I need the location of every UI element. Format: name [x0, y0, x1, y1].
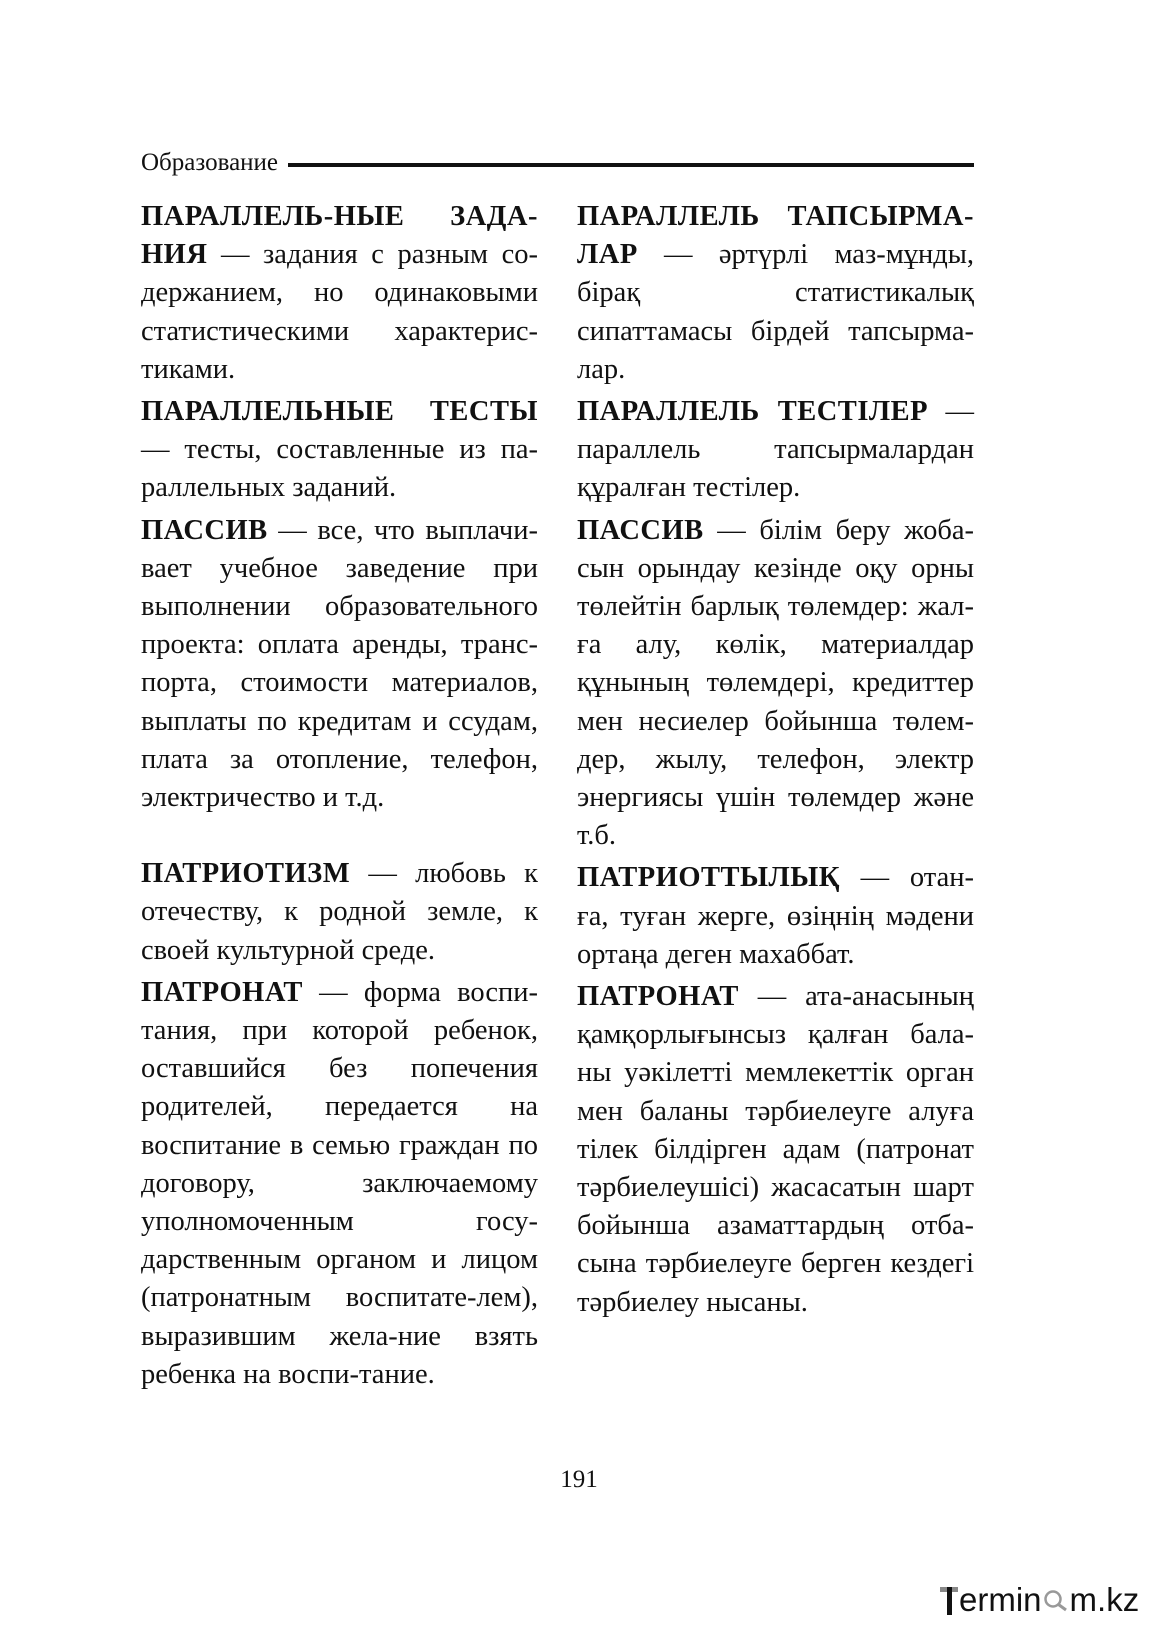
dictionary-entry: [577, 859, 974, 974]
entry-dash: —: [302, 976, 364, 1008]
header-rule: [288, 163, 974, 167]
entry-term: ПАССИВ: [141, 514, 268, 546]
entry-dash: —: [738, 981, 806, 1013]
entry-definition: ата-анасының қамқорлығынсыз қалған бала-ны уәкілетті мемлекеттік орган мен баланы тәрбиелеуге алуға тілек білдірген адам (патронат тәрбиелеушісі) жасасатын шарт бойынша азаматтардың отба-сына тәрбиелеуге берген кездегі тәрбиелеу нысаны.: [577, 981, 974, 1318]
dictionary-entry: [141, 393, 538, 508]
entry-gap: [141, 821, 538, 855]
dictionary-entry: [141, 855, 538, 970]
entry-definition: все, что выплачи-вает учебное заведение при выполнении образовательного проекта: оплата аренды, транс-порта, стоимости материалов, выплаты по кредитам и ссудам, плата за отопление, телефон, электричество и т.д.: [141, 514, 538, 814]
dictionary-entry: [577, 198, 974, 389]
dictionary-entry: [141, 974, 538, 1394]
logo-t-icon: [940, 1585, 958, 1615]
entry-dash: —: [839, 862, 910, 894]
entry-term: ПАРАЛЛЕЛЬ-НЫЕ ЗАДА-НИЯ: [141, 201, 538, 271]
entry-dash: —: [141, 434, 185, 466]
entry-definition: форма воспи-тания, при которой ребенок, оставшийся без попечения родителей, передается на воспитание в семью граждан по договору, заключаемому уполномоченным госу-дарственным органом и лицом (патронатным воспитате-лем), выразившим жела-ние взять ребенка на воспи-тание.: [141, 976, 538, 1390]
entry-term: ПАТРИОТИЗМ: [141, 858, 351, 890]
entry-definition: задания с разным со-держанием, но одинаковыми статистическими характерис-тиками.: [141, 239, 538, 385]
entry-dash: —: [207, 239, 264, 271]
dictionary-entry: [577, 978, 974, 1322]
entry-term: ПАТРОНАТ: [141, 976, 303, 1008]
watermark-text-part2: m.kz: [1069, 1581, 1140, 1618]
page-header: [141, 147, 974, 179]
magnifier-icon: [1043, 1588, 1069, 1612]
entry-dash: —: [703, 514, 760, 546]
entry-term: ПАТРИОТТЫЛЫҚ: [577, 862, 840, 894]
entry-dash: —: [267, 514, 318, 546]
section-title: Образование: [141, 149, 279, 176]
dictionary-entry: [141, 198, 538, 389]
entry-definition: отан-ға, туған жерге, өзіңнің мәдени ортаңа деген махаббат.: [577, 862, 974, 970]
entry-term: ПАРАЛЛЕЛЬ ТЕСТІЛЕР: [577, 396, 929, 428]
kazakh-column: [577, 198, 974, 1326]
entry-term: ПАССИВ: [577, 514, 704, 546]
watermark-text-part1: ermin: [959, 1581, 1042, 1618]
entry-definition: параллель тапсырмалардан құралған тестілер.: [577, 434, 974, 504]
russian-column: [141, 198, 538, 1398]
entry-definition: білім беру жоба-сын орындау кезінде оқу орны төлейтін барлық төлемдер: жал-ға алу, көлік, материалдар құнының төлемдері, кредиттер мен несиелер бойынша төлем-дер, жылу, телефон, электр энергиясы үшін төлемдер және т.б.: [577, 514, 974, 852]
site-watermark: [940, 1582, 1139, 1618]
entry-dash: —: [350, 858, 416, 890]
entry-definition: любовь к отечеству, к родной земле, к своей культурной среде.: [141, 858, 538, 966]
entry-term: ПАТРОНАТ: [577, 981, 739, 1013]
dictionary-entry: [577, 512, 974, 856]
entry-term: ПАРАЛЛЕЛЬНЫЕ ТЕСТЫ: [141, 396, 538, 428]
entry-dash: —: [637, 239, 719, 271]
entry-definition: тесты, составленные из па-раллельных заданий.: [141, 434, 538, 504]
entry-term: ПАРАЛЛЕЛЬ ТАПСЫРМА-ЛАР: [577, 201, 974, 271]
page-number: 191: [560, 1466, 598, 1493]
dictionary-entry: [577, 393, 974, 508]
entry-dash: —: [928, 396, 974, 428]
dictionary-entry: [141, 512, 538, 818]
entry-definition: әртүрлі маз-мұнды, бірақ статистикалық сипаттамасы бірдей тапсырма-лар.: [577, 239, 975, 385]
